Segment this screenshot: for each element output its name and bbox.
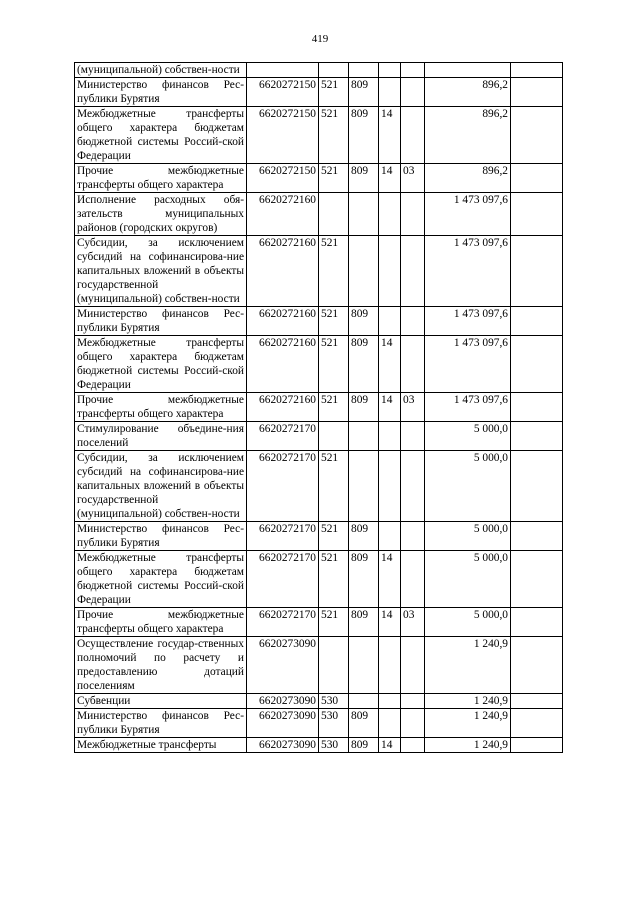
cell-subsection xyxy=(401,637,425,694)
table-row xyxy=(75,608,563,637)
cell-section xyxy=(379,637,401,694)
cell-ministry-code: 809 xyxy=(349,738,379,753)
cell-note xyxy=(511,63,563,78)
table-row xyxy=(75,336,563,393)
cell-note xyxy=(511,193,563,236)
cell-subsection xyxy=(401,738,425,753)
cell-note xyxy=(511,694,563,709)
cell-section: 14 xyxy=(379,336,401,393)
cell-amount: 5 000,0 xyxy=(425,608,511,637)
cell-ministry-code: 809 xyxy=(349,336,379,393)
table-row xyxy=(75,193,563,236)
cell-subsection xyxy=(401,336,425,393)
cell-name: (муниципальной) собствен-ности xyxy=(75,63,247,78)
cell-amount: 896,2 xyxy=(425,164,511,193)
cell-section xyxy=(379,422,401,451)
cell-ministry-code: 809 xyxy=(349,709,379,738)
cell-name: Субвенции xyxy=(75,694,247,709)
cell-ministry-code xyxy=(349,422,379,451)
cell-code: 6620272170 xyxy=(247,551,319,608)
cell-amount: 896,2 xyxy=(425,78,511,107)
table-row xyxy=(75,78,563,107)
cell-name: Осуществление государ-ственных полномочий по расчету и предоставлению дотаций поселениям xyxy=(75,637,247,694)
cell-subsection xyxy=(401,551,425,608)
cell-expense-type xyxy=(319,63,349,78)
cell-name: Стимулирование объедине-ния поселений xyxy=(75,422,247,451)
cell-code: 6620272150 xyxy=(247,164,319,193)
cell-name: Прочие межбюджетные трансферты общего характера xyxy=(75,393,247,422)
cell-section xyxy=(379,451,401,522)
cell-amount: 1 473 097,6 xyxy=(425,236,511,307)
table-row xyxy=(75,637,563,694)
cell-name: Межбюджетные трансферты общего характера бюджетам бюджетной системы Россий-ской Федерации xyxy=(75,336,247,393)
cell-name: Субсидии, за исключением субсидий на софинансирова-ние капитальных вложений в объекты государственной (муниципальной) собствен-ности xyxy=(75,236,247,307)
cell-expense-type: 521 xyxy=(319,78,349,107)
cell-code: 6620272170 xyxy=(247,608,319,637)
cell-subsection xyxy=(401,522,425,551)
cell-name: Исполнение расходных обя-зательств муниципальных районов (городских округов) xyxy=(75,193,247,236)
cell-ministry-code: 809 xyxy=(349,307,379,336)
cell-expense-type: 530 xyxy=(319,738,349,753)
cell-name: Межбюджетные трансферты общего характера бюджетам бюджетной системы Россий-ской Федерации xyxy=(75,107,247,164)
cell-section: 14 xyxy=(379,393,401,422)
cell-ministry-code xyxy=(349,637,379,694)
cell-code: 6620273090 xyxy=(247,637,319,694)
cell-expense-type: 521 xyxy=(319,164,349,193)
cell-name: Прочие межбюджетные трансферты общего характера xyxy=(75,608,247,637)
table-row xyxy=(75,422,563,451)
table-row xyxy=(75,709,563,738)
cell-amount: 5 000,0 xyxy=(425,451,511,522)
cell-amount: 1 473 097,6 xyxy=(425,393,511,422)
cell-ministry-code: 809 xyxy=(349,164,379,193)
cell-note xyxy=(511,236,563,307)
table-row xyxy=(75,107,563,164)
cell-expense-type: 521 xyxy=(319,522,349,551)
cell-expense-type: 521 xyxy=(319,393,349,422)
cell-section xyxy=(379,63,401,78)
cell-name: Министерство финансов Рес-публики Бурятия xyxy=(75,307,247,336)
cell-code: 6620272150 xyxy=(247,107,319,164)
cell-amount: 1 473 097,6 xyxy=(425,307,511,336)
table-row xyxy=(75,236,563,307)
cell-code: 6620273090 xyxy=(247,709,319,738)
cell-amount: 1 240,9 xyxy=(425,694,511,709)
cell-note xyxy=(511,738,563,753)
cell-code: 6620273090 xyxy=(247,694,319,709)
cell-subsection: 03 xyxy=(401,164,425,193)
cell-code: 6620272150 xyxy=(247,78,319,107)
cell-expense-type: 530 xyxy=(319,694,349,709)
cell-name: Министерство финансов Рес-публики Бурятия xyxy=(75,709,247,738)
cell-expense-type: 521 xyxy=(319,307,349,336)
cell-expense-type: 530 xyxy=(319,709,349,738)
cell-note xyxy=(511,608,563,637)
cell-code: 6620272160 xyxy=(247,393,319,422)
cell-subsection: 03 xyxy=(401,608,425,637)
cell-expense-type: 521 xyxy=(319,608,349,637)
cell-section: 14 xyxy=(379,738,401,753)
cell-subsection xyxy=(401,709,425,738)
cell-code: 6620272170 xyxy=(247,422,319,451)
cell-note xyxy=(511,393,563,422)
cell-subsection xyxy=(401,78,425,107)
cell-code: 6620272160 xyxy=(247,307,319,336)
cell-section xyxy=(379,709,401,738)
cell-expense-type: 521 xyxy=(319,107,349,164)
cell-expense-type: 521 xyxy=(319,236,349,307)
cell-ministry-code xyxy=(349,451,379,522)
cell-ministry-code xyxy=(349,193,379,236)
cell-note xyxy=(511,709,563,738)
cell-name: Межбюджетные трансферты xyxy=(75,738,247,753)
cell-amount xyxy=(425,63,511,78)
cell-ministry-code xyxy=(349,236,379,307)
table-row xyxy=(75,551,563,608)
table-row xyxy=(75,522,563,551)
cell-subsection xyxy=(401,451,425,522)
cell-name: Министерство финансов Рес-публики Бурятия xyxy=(75,78,247,107)
cell-code: 6620272170 xyxy=(247,451,319,522)
table-row xyxy=(75,738,563,753)
cell-code: 6620273090 xyxy=(247,738,319,753)
cell-section xyxy=(379,193,401,236)
cell-expense-type xyxy=(319,422,349,451)
cell-section xyxy=(379,78,401,107)
cell-code: 6620272160 xyxy=(247,336,319,393)
cell-amount: 1 240,9 xyxy=(425,738,511,753)
cell-section: 14 xyxy=(379,107,401,164)
cell-note xyxy=(511,637,563,694)
cell-note xyxy=(511,107,563,164)
cell-amount: 1 473 097,6 xyxy=(425,193,511,236)
cell-subsection xyxy=(401,694,425,709)
cell-expense-type xyxy=(319,193,349,236)
cell-ministry-code: 809 xyxy=(349,107,379,164)
table-row xyxy=(75,63,563,78)
table-row xyxy=(75,694,563,709)
table-row xyxy=(75,393,563,422)
cell-subsection: 03 xyxy=(401,393,425,422)
table-row xyxy=(75,164,563,193)
cell-note xyxy=(511,164,563,193)
cell-ministry-code: 809 xyxy=(349,78,379,107)
cell-subsection xyxy=(401,193,425,236)
cell-ministry-code: 809 xyxy=(349,522,379,551)
cell-code: 6620272160 xyxy=(247,193,319,236)
cell-name: Прочие межбюджетные трансферты общего характера xyxy=(75,164,247,193)
cell-section: 14 xyxy=(379,608,401,637)
budget-table xyxy=(74,62,563,753)
cell-note xyxy=(511,422,563,451)
cell-code xyxy=(247,63,319,78)
cell-amount: 5 000,0 xyxy=(425,551,511,608)
cell-amount: 1 240,9 xyxy=(425,709,511,738)
cell-subsection xyxy=(401,422,425,451)
cell-section xyxy=(379,307,401,336)
cell-section xyxy=(379,694,401,709)
cell-subsection xyxy=(401,236,425,307)
cell-subsection xyxy=(401,307,425,336)
cell-ministry-code xyxy=(349,63,379,78)
cell-code: 6620272170 xyxy=(247,522,319,551)
cell-note xyxy=(511,78,563,107)
cell-name: Министерство финансов Рес-публики Бурятия xyxy=(75,522,247,551)
cell-expense-type: 521 xyxy=(319,336,349,393)
cell-expense-type: 521 xyxy=(319,451,349,522)
cell-subsection xyxy=(401,107,425,164)
cell-ministry-code: 809 xyxy=(349,393,379,422)
cell-ministry-code: 809 xyxy=(349,551,379,608)
cell-name: Межбюджетные трансферты общего характера бюджетам бюджетной системы Россий-ской Федерации xyxy=(75,551,247,608)
table-row xyxy=(75,307,563,336)
cell-section xyxy=(379,522,401,551)
cell-amount: 896,2 xyxy=(425,107,511,164)
cell-code: 6620272160 xyxy=(247,236,319,307)
page-number: 419 xyxy=(311,33,329,45)
cell-amount: 1 473 097,6 xyxy=(425,336,511,393)
cell-ministry-code xyxy=(349,694,379,709)
cell-expense-type xyxy=(319,637,349,694)
table-row xyxy=(75,451,563,522)
cell-section: 14 xyxy=(379,551,401,608)
cell-amount: 1 240,9 xyxy=(425,637,511,694)
cell-subsection xyxy=(401,63,425,78)
cell-ministry-code: 809 xyxy=(349,608,379,637)
cell-amount: 5 000,0 xyxy=(425,422,511,451)
cell-note xyxy=(511,551,563,608)
cell-expense-type: 521 xyxy=(319,551,349,608)
cell-note xyxy=(511,336,563,393)
cell-section: 14 xyxy=(379,164,401,193)
cell-name: Субсидии, за исключением субсидий на софинансирова-ние капитальных вложений в объекты государственной (муниципальной) собствен-ности xyxy=(75,451,247,522)
cell-note xyxy=(511,307,563,336)
cell-note xyxy=(511,522,563,551)
cell-amount: 5 000,0 xyxy=(425,522,511,551)
cell-note xyxy=(511,451,563,522)
cell-section xyxy=(379,236,401,307)
